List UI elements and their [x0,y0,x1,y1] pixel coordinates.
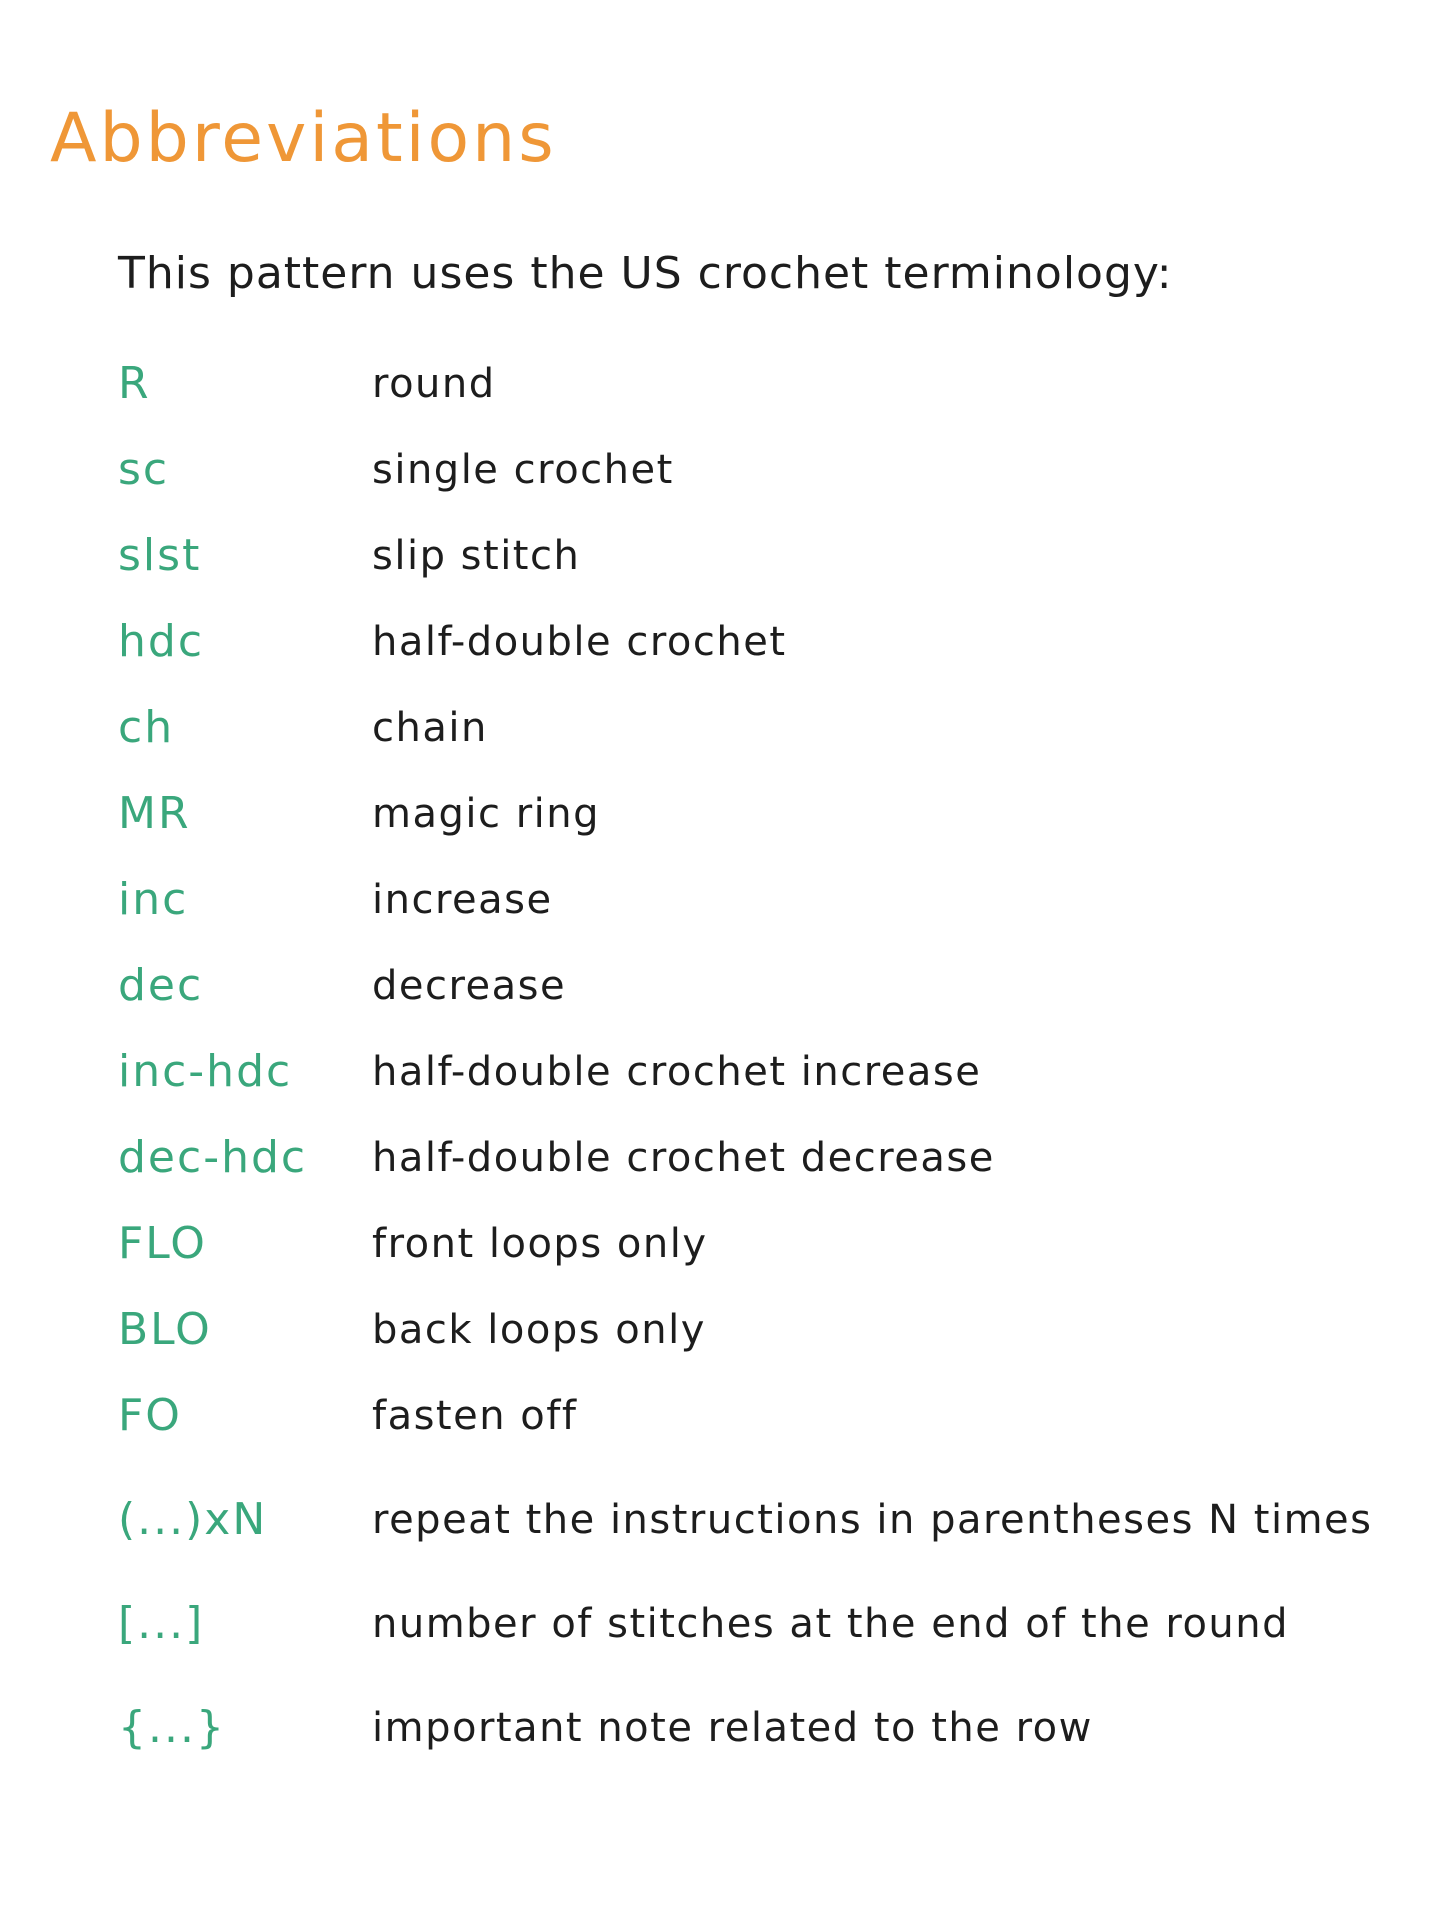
abbreviation-meaning: slip stitch [372,533,581,579]
abbreviation-term: slst [118,530,202,581]
abbreviation-meaning: repeat the instructions in parentheses N times [372,1497,1373,1543]
abbreviation-row [0,1592,1439,1656]
abbreviation-term: dec [118,960,204,1011]
abbreviation-term: FLO [118,1218,207,1269]
abbreviation-row [0,1384,1439,1448]
abbreviation-row [0,868,1439,932]
abbreviation-row [0,438,1439,502]
abbreviation-term: ch [118,702,175,753]
abbreviation-row [0,954,1439,1018]
abbreviation-meaning: chain [372,705,488,751]
abbreviation-row [0,610,1439,674]
abbreviation-row [0,524,1439,588]
abbreviation-term: FO [118,1390,182,1441]
abbreviation-term: [...] [118,1598,205,1649]
abbreviation-row [0,1298,1439,1362]
abbreviation-row [0,352,1439,416]
abbreviation-meaning: increase [372,877,553,923]
abbreviation-term: inc-hdc [118,1046,293,1097]
abbreviation-term: sc [118,444,170,495]
abbreviation-row [0,1040,1439,1104]
abbreviation-meaning: half-double crochet increase [372,1049,982,1095]
abbreviation-meaning: front loops only [372,1221,708,1267]
intro-text: This pattern uses the US crochet terminology: [118,248,1173,299]
abbreviation-term: {...} [118,1702,226,1753]
abbreviation-row [0,1212,1439,1276]
abbreviation-row [0,696,1439,760]
abbreviation-meaning: round [372,361,496,407]
abbreviation-term: (...)xN [118,1494,268,1545]
abbreviation-row [0,1488,1439,1552]
page-title: Abbreviations [50,99,557,178]
abbreviation-term: MR [118,788,191,839]
abbreviation-meaning: single crochet [372,447,674,493]
abbreviation-meaning: half-double crochet [372,619,787,665]
abbreviation-row [0,1696,1439,1760]
abbreviation-meaning: number of stitches at the end of the round [372,1601,1290,1647]
abbreviation-term: dec-hdc [118,1132,308,1183]
abbreviation-term: R [118,358,151,409]
abbreviation-meaning: magic ring [372,791,600,837]
abbreviation-meaning: half-double crochet decrease [372,1135,995,1181]
abbreviation-term: BLO [118,1304,212,1355]
abbreviation-meaning: fasten off [372,1393,578,1439]
abbreviation-term: hdc [118,616,205,667]
abbreviation-meaning: decrease [372,963,567,1009]
abbreviation-row [0,1126,1439,1190]
abbreviation-meaning: important note related to the row [372,1705,1093,1751]
abbreviation-row [0,782,1439,846]
abbreviation-term: inc [118,874,189,925]
abbreviation-meaning: back loops only [372,1307,706,1353]
